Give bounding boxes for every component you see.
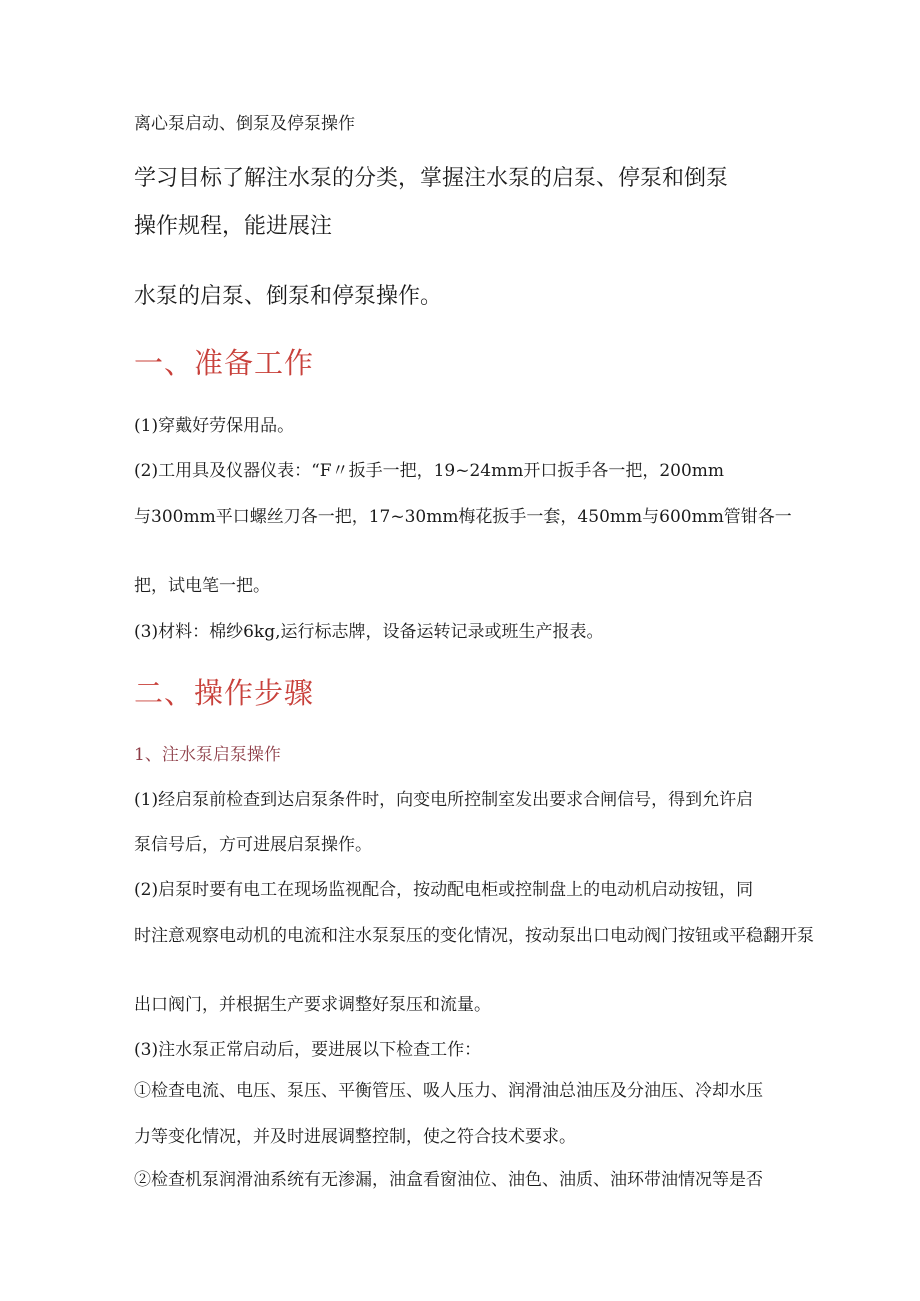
paragraph-line: (3)材料：棉纱6kg,运行标志牌，设备运转记录或班生产报表。 bbox=[134, 622, 604, 642]
objective-line: 水泵的启泵、倒泵和停泵操作。 bbox=[134, 284, 443, 309]
document-title: 离心泵启动、倒泵及停泵操作 bbox=[134, 114, 355, 134]
paragraph-line: 时注意观察电动机的电流和注水泵泵压的变化情况，按动泵出口电动阀门按钮或平稳翻开泵 bbox=[134, 926, 814, 946]
paragraph-line: (3)注水泵正常启动后，要进展以下检查工作： bbox=[134, 1040, 482, 1060]
paragraph-line: 把，试电笔一把。 bbox=[134, 576, 270, 596]
paragraph-line: (2)工用具及仪器仪表：“F〃扳手一把，19~24mm开口扳手各一把，200mm bbox=[134, 461, 725, 481]
paragraph-line: (1)经启泵前检查到达启泵条件时，向变电所控制室发出要求合闸信号，得到允许启 bbox=[134, 790, 754, 810]
section-heading-steps: 二、操作步骤 bbox=[134, 676, 315, 710]
paragraph-line: (1)穿戴好劳保用品。 bbox=[134, 416, 295, 436]
paragraph-line: 力等变化情况，并及时进展调整控制，使之符合技术要求。 bbox=[134, 1127, 576, 1147]
objective-line: 学习目标了解注水泵的分类，掌握注水泵的启泵、停泵和倒泵 bbox=[134, 166, 729, 191]
paragraph-line: ②检查机泵润滑油系统有无渗漏，油盒看窗油位、油色、油质、油环带油情况等是否 bbox=[134, 1170, 763, 1190]
section-heading-preparation: 一、准备工作 bbox=[134, 346, 315, 380]
paragraph-line: 与300mm平口螺丝刀各一把，17~30mm梅花扳手一套，450mm与600mm管钳各一 bbox=[134, 507, 792, 527]
paragraph-line: ①检查电流、电压、泵压、平衡管压、吸人压力、润滑油总油压及分油压、冷却水压 bbox=[134, 1081, 763, 1101]
subsection-heading: 1、注水泵启泵操作 bbox=[134, 745, 281, 765]
objective-line: 操作规程，能进展注 bbox=[134, 214, 333, 239]
paragraph-line: (2)启泵时要有电工在现场监视配合，按动配电柜或控制盘上的电动机启动按钮，同 bbox=[134, 880, 754, 900]
paragraph-line: 泵信号后，方可进展启泵操作。 bbox=[134, 835, 372, 855]
paragraph-line: 出口阀门，并根据生产要求调整好泵压和流量。 bbox=[134, 995, 491, 1015]
